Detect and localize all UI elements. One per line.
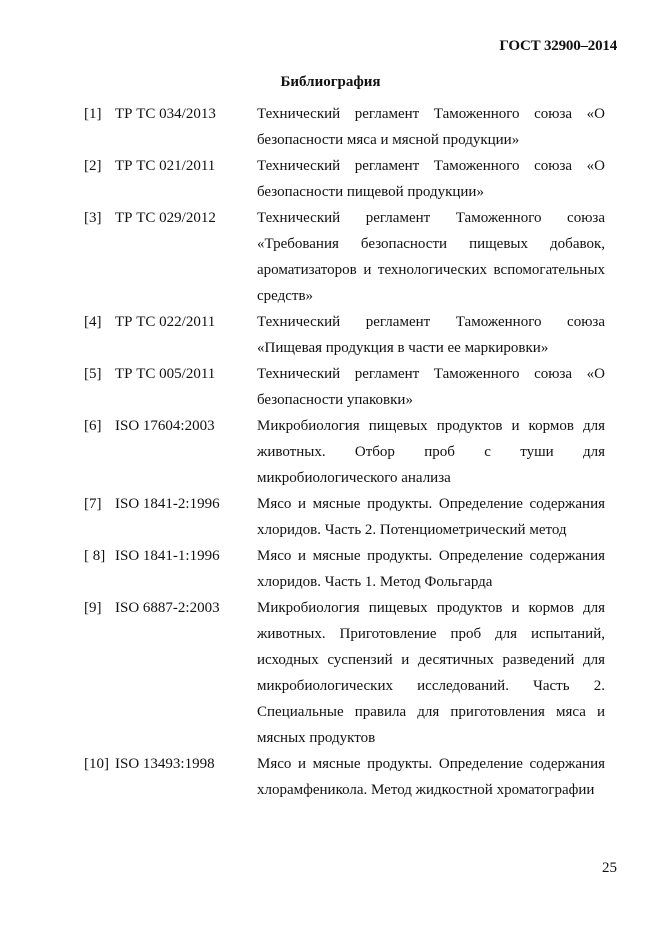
entry-description: Мясо и мясные продукты. Определение содержания хлоридов. Часть 2. Потенциометрический метод (257, 496, 605, 538)
bibliography-entry (84, 361, 605, 413)
bibliography-entry (84, 413, 605, 491)
entry-code: ISO 1841-2:1996 (115, 496, 220, 512)
entry-code: ТР ТС 022/2011 (115, 314, 216, 330)
entry-number: [9] (84, 600, 102, 616)
entry-number: [6] (84, 418, 102, 434)
entry-description: Технический регламент Таможенного союза «Требования безопасности пищевых добавок, ароматизаторов и технологических вспомогательных средств» (257, 210, 605, 304)
entry-number: [7] (84, 496, 102, 512)
entry-code: ISO 13493:1998 (115, 756, 215, 772)
bibliography-entry (84, 205, 605, 309)
entry-code: ТР ТС 034/2013 (115, 106, 216, 122)
entry-code: ISO 1841-1:1996 (115, 548, 220, 564)
entry-number: [2] (84, 158, 102, 174)
entry-code: ISO 17604:2003 (115, 418, 215, 434)
page-title: Библиография (280, 74, 381, 90)
entry-reference (84, 413, 257, 491)
page-number: 25 (602, 860, 617, 876)
entry-number: [3] (84, 210, 102, 226)
entry-description: Микробиология пищевых продуктов и кормов для животных. Отбор проб с туши для микробиологического анализа (257, 418, 605, 486)
entry-description: Технический регламент Таможенного союза «О безопасности упаковки» (257, 366, 605, 408)
entry-code: ТР ТС 021/2011 (115, 158, 216, 174)
entry-reference (84, 153, 257, 205)
bibliography-entry (84, 543, 605, 595)
bibliography-entry (84, 101, 605, 153)
standard-designation: ГОСТ 32900–2014 (499, 38, 617, 54)
bibliography-list (84, 101, 605, 803)
entry-description: Технический регламент Таможенного союза «О безопасности пищевой продукции» (257, 158, 605, 200)
bibliography-entry (84, 153, 605, 205)
entry-number: [5] (84, 366, 102, 382)
entry-number: [ 8] (84, 548, 106, 564)
entry-reference (84, 361, 257, 413)
entry-code: ТР ТС 005/2011 (115, 366, 216, 382)
entry-description: Мясо и мясные продукты. Определение содержания хлоридов. Часть 1. Метод Фольгарда (257, 548, 605, 590)
entry-reference (84, 751, 257, 803)
bibliography-entry (84, 491, 605, 543)
entry-number: [10] (84, 756, 109, 772)
entry-description: Мясо и мясные продукты. Определение содержания хлорамфеникола. Метод жидкостной хроматографии (257, 756, 605, 798)
entry-number: [1] (84, 106, 102, 122)
entry-reference (84, 309, 257, 361)
entry-description: Микробиология пищевых продуктов и кормов для животных. Приготовление проб для испытаний, исходных суспензий и десятичных разведений для микробиологических исследований. Часть 2. Специальные правила для приготовления мяса и мясных продуктов (257, 600, 605, 746)
entry-description: Технический регламент Таможенного союза «Пищевая продукция в части ее маркировки» (257, 314, 605, 356)
bibliography-entry (84, 309, 605, 361)
entry-code: ТР ТС 029/2012 (115, 210, 216, 226)
entry-reference (84, 205, 257, 309)
entry-number: [4] (84, 314, 102, 330)
entry-code: ISO 6887-2:2003 (115, 600, 220, 616)
entry-reference (84, 595, 257, 751)
entry-reference (84, 101, 257, 153)
entry-description: Технический регламент Таможенного союза «О безопасности мяса и мясной продукции» (257, 106, 605, 148)
entry-reference (84, 491, 257, 543)
entry-reference (84, 543, 257, 595)
bibliography-entry (84, 595, 605, 751)
bibliography-entry (84, 751, 605, 803)
